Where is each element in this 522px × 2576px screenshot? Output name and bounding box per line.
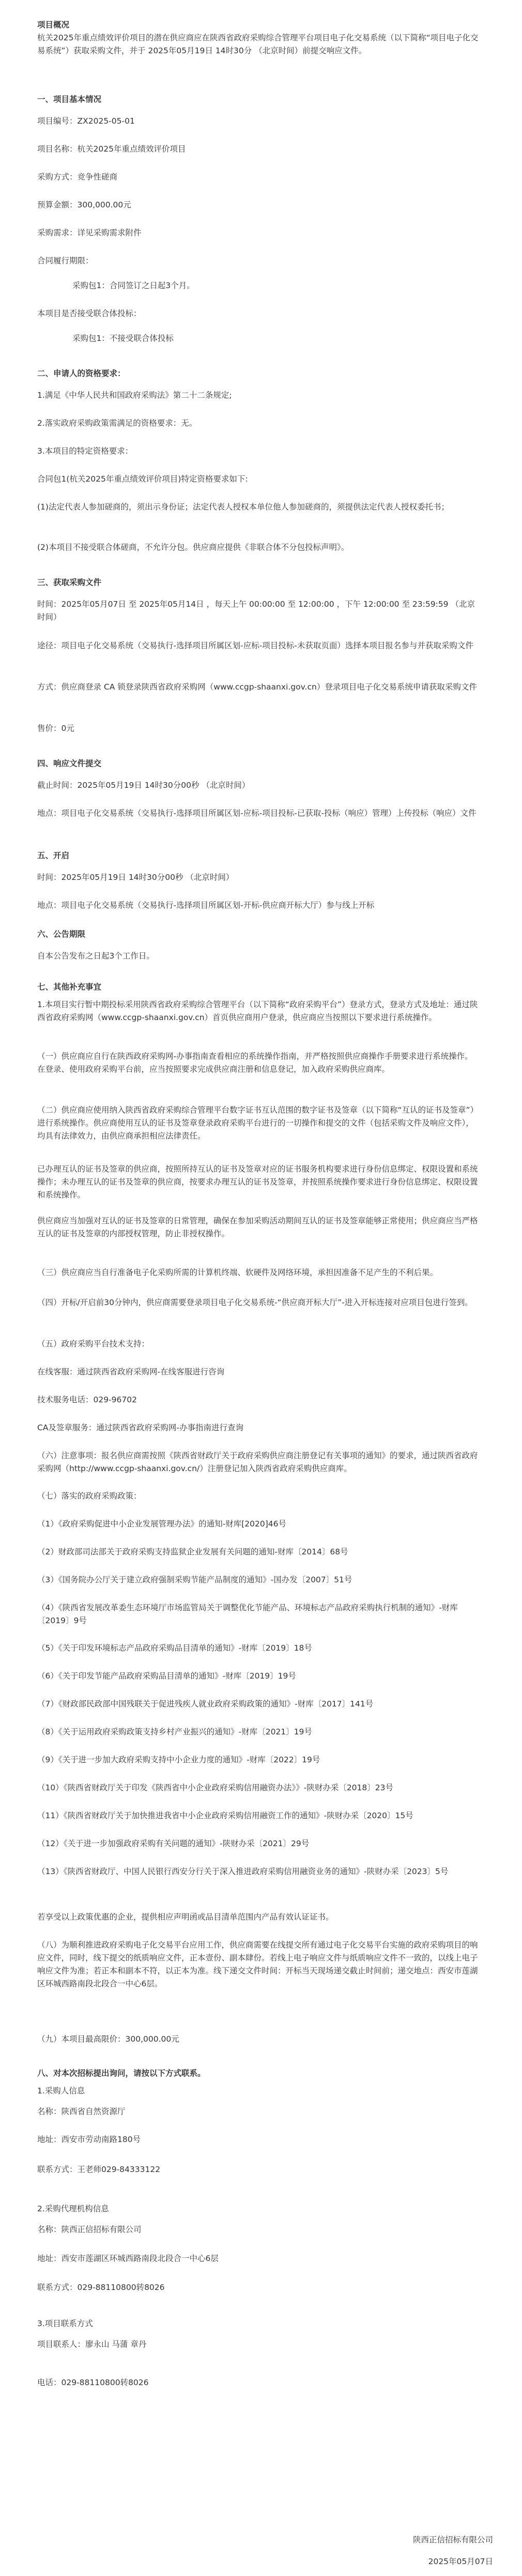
joint-bid-package: 采购包1：不接受联合体投标 [72, 334, 174, 343]
procurement-requirement: 采购需求：详见采购需求附件 [37, 228, 142, 237]
obtain-docs-route: 途径：项目电子化交易系统（交易执行-选择项目所属区划-应标-项目投标-未获取页面）选择本项目报名参与并获取采购文件 [37, 641, 473, 650]
obtain-docs-method: 方式：供应商登录 CA 锁登录陕西省政府采购网（www.ccgp-shaanxi.gov.cn）登录项目电子化交易系统申请获取采购文件 [37, 682, 477, 692]
policy-5: （5）《关于印发环境标志产品政府采购品目清单的通知》-财库〔2019〕18号 [37, 1643, 312, 1653]
supplement-item-2: （二）供应商应使用纳入陕西省政府采购综合管理平台数字证书互认范围的数字证书及签章（以下简称“互认的证书及签章”）进行系统操作。供应商使用互认的证书及签章登录政府采购平台进行的一切操作和提交的文件（包括采购文件及响应文件），均具有法律效力，由供应商承担相应法律责任。 [37, 1105, 479, 1141]
policy-4: （4）《陕西省发展改革委生态环境厅市场监管局关于调整优化节能产品、环境标志产品政府采购执行机制的通知》-财库〔2019〕9号 [37, 1603, 458, 1625]
section-7-title: 七、其他补充事宜 [37, 982, 102, 992]
policy-7: （7）《财政部民政部中国残联关于促进残疾人就业政府采购政策的通知》-财库〔2017〕141号 [37, 1699, 374, 1709]
agency-address: 地址：西安市莲湖区环城西路南段北段合一中心6层 [37, 2254, 219, 2263]
policy-12: （12）《关于进一步加强政府采购有关问题的通知》-陕财办采〔2021〕29号 [37, 1839, 310, 1848]
support-phone: 技术服务电话：029-96702 [37, 1395, 137, 1404]
submission-deadline: 截止时间：2025年05月19日 14时30分00秒 （北京时间） [37, 781, 250, 790]
notice-period: 自本公告发布之日起3个工作日。 [37, 951, 155, 961]
supplement-intro: 1.本项目实行暂中期投标采用陕西省政府采购综合管理平台（以下简称“政府采购平台”）登录方式，登录方式及地址：通过陕西省政府采购网（www.ccgp-shaanxi.gov.cn）首页供应商用户登录，供应商应当按照以下要求进行系统操作。 [37, 1000, 478, 1022]
signature-date: 2025年05月07日 [428, 2557, 493, 2566]
obtain-docs-price: 售价：0元 [37, 724, 74, 733]
agency-name: 名称：陕西正信招标有限公司 [37, 2225, 142, 2234]
overview-body: 杭关2025年重点绩效评价项目的潜在供应商应在陕西省政府采购综合管理平台项目电子化交易系统（以下简称“项目电子化交易系统”）获取采购文件，并于 2025年05月19日 14时30分 （北京时间）前提交响应文件。 [37, 33, 479, 55]
supplement-item-5: （五）政府采购平台技术支持： [37, 1339, 150, 1349]
obtain-docs-time: 时间：2025年05月07日 至 2025年05月14日 ，每天上午 00:00:00 至 12:00:00 ，下午 12:00:00 至 23:59:59 （北京时间） [37, 600, 475, 622]
contract-period-label: 合同履行期限： [37, 256, 94, 265]
section-4-title: 四、响应文件提交 [37, 759, 102, 768]
opening-time: 时间：2025年05月19日 14时30分00秒 （北京时间） [37, 873, 234, 882]
purchaser-title: 1.采购人信息 [37, 2086, 85, 2095]
supplement-item-8: （八）为顺利推进政府采购电子化交易平台应用工作，供应商需要在线提交所有通过电子化交易平台实施的政府采购项目的响应文件，同时，线下提交的纸质响应文件，正本壹份、副本肆份。若线上电子响应文件与纸质响应文件不一致的，以线上电子响应文件为准；若正本和副本不符，以正本为准。线下递交文件时间：开标当天现场递交截止时间前；递交地点：西安市莲湖区环城西路南段北段合一中心6层。 [37, 1940, 478, 1988]
supplement-item-7: （七）落实的政府采购政策： [37, 1491, 142, 1501]
opening-place: 地点：项目电子化交易系统（交易执行-选择项目所属区划-开标-供应商开标大厅）参与线上开标 [37, 901, 375, 910]
agency-title: 2.采购代理机构信息 [37, 2204, 109, 2213]
policy-6: （6）《关于印发节能产品政府采购品目清单的通知》-财库〔2019〕19号 [37, 1671, 296, 1681]
project-contact-title: 3.项目联系方式 [37, 2319, 93, 2328]
section-8-title: 八、对本次招标提出询问，请按以下方式联系。 [37, 2069, 206, 2078]
qualification-3-package: 合同包1(杭关2025年重点绩效评价项目)特定资格要求如下: [37, 474, 248, 484]
supplement-item-9: （九）本项目最高限价：300,000.00元 [37, 2034, 179, 2044]
supplement-item-2-cont-b: 供应商应当加强对互认的证书及签章的日常管理，确保在参加采购活动期间互认的证书及签章能够正常使用；供应商应当严格互认的证书及签章的内部授权管理，防止非授权操作。 [37, 1216, 478, 1238]
section-2-title: 二、申请人的资格要求： [37, 369, 126, 378]
purchaser-name: 名称：陕西省自然资源厅 [37, 2107, 126, 2116]
submission-place: 地点：项目电子化交易系统（交易执行-选择项目所属区划-应标-项目投标-已获取-投标（响应）管理）上传投标（响应）文件 [37, 808, 477, 818]
project-contact-phone: 电话：029-88110800转8026 [37, 2378, 149, 2387]
supplement-item-4: （四）开标/开启前30分钟内，供应商需要登录项目电子化交易系统-“供应商开标大厅”-进入开标连接对应项目包进行签到。 [37, 1298, 473, 1307]
section-6-title: 六、公告期限 [37, 930, 86, 939]
supplement-item-2-cont: 已办理互认的证书及签章的供应商，按照所持互认的证书及签章对应的证书服务机构要求进行身份信息绑定、权限设置和系统操作；未办理互认的证书及签章的供应商，按要求办理互认的证书及签章，并按照系统操作要求进行身份信息绑定、权限设置和系统操作。 [37, 1164, 478, 1200]
budget-amount: 预算金额：300,000.00元 [37, 200, 131, 209]
policy-note: 若享受以上政策优惠的企业，提供相应声明函或品目清单范围内产品有效认证证书。 [37, 1912, 334, 1922]
qualification-3: 3.本项目的特定资格要求： [37, 446, 133, 456]
purchaser-address: 地址：西安市劳动南路180号 [37, 2135, 141, 2144]
policy-1: （1）《政府采购促进中小企业发展管理办法》的通知-财库[2020]46号 [37, 1519, 286, 1529]
supplement-item-3: （三）供应商应当自行准备电子化采购所需的计算机终端、软硬件及网络环境，承担因准备不足产生的不利后果。 [37, 1268, 438, 1277]
policy-13: （13）《陕西省财政厅、中国人民银行西安分行关于深入推进政府采购信用融资业务的通知》-陕财办采〔2023〕5号 [37, 1867, 449, 1876]
policy-8: （8）《关于运用政府采购政策支持乡村产业振兴的通知》-财库〔2021〕19号 [37, 1727, 312, 1736]
supplement-item-6: （六）注意事项：报名供应商需按照《陕西省财政厅关于政府采购供应商注册登记有关事项的通知》的要求，通过陕西省政府采购网（http://www.ccgp-shaanxi.gov.cn/）注册登记加入陕西省政府采购供应商库。 [37, 1451, 478, 1473]
project-contact-person: 项目联系人：廖永山 马蒲 章丹 [37, 2340, 147, 2349]
policy-3: （3）《国务院办公厅关于建立政府强制采购节能产品制度的通知》-国办发〔2007〕51号 [37, 1575, 352, 1584]
purchaser-contact: 联系方式：王老师029-84333122 [37, 2165, 161, 2174]
project-number: 项目编号：ZX2025-05-01 [37, 116, 135, 126]
agency-contact: 联系方式：029-88110800转8026 [37, 2283, 165, 2292]
support-online: 在线客服：通过陕西省政府采购网-在线客服进行咨询 [37, 1367, 225, 1376]
signature-organization: 陕西正信招标有限公司 [412, 2535, 493, 2544]
section-1-title: 一、项目基本情况 [37, 95, 102, 104]
section-3-title: 三、获取采购文件 [37, 578, 102, 587]
qualification-3-item-1: (1)法定代表人参加磋商的，须出示身份证；法定代表人授权本单位他人参加磋商的，须提供法定代表人授权委托书； [37, 502, 449, 512]
qualification-2: 2.落实政府采购政策需满足的资格要求：无。 [37, 418, 197, 428]
policy-9: （9）《关于进一步加大政府采购支持中小企业力度的通知》-财库〔2022〕19号 [37, 1755, 320, 1764]
qualification-3-item-2: (2)本项目不接受联合体磋商，不允许分包。供应商应提供《非联合体不分包投标声明》。 [37, 543, 349, 552]
policy-11: （11）《陕西省财政厅关于加快推进我省中小企业政府采购信用融资工作的通知》-陕财办采〔2020〕15号 [37, 1811, 413, 1820]
procurement-method: 采购方式：竞争性磋商 [37, 172, 118, 182]
policy-2: （2）财政部司法部关于政府采购支持监狱企业发展有关问题的通知-财库〔2014〕68号 [37, 1547, 348, 1556]
section-5-title: 五、开启 [37, 851, 70, 860]
project-name: 项目名称：杭关2025年重点绩效评价项目 [37, 144, 186, 154]
supplement-item-1: （一）供应商应自行在陕西政府采购网-办事指南查看相应的系统操作指南，并严格按照供应商操作手册要求进行系统操作。在登录、使用政府采购平台前，应当按照要求完成供应商注册和信息登记，加入政府采购供应商库。 [37, 1052, 473, 1074]
support-ca: CA及签章服务：通过陕西省政府采购网-办事指南进行查询 [37, 1423, 244, 1432]
contract-period-package: 采购包1：合同签订之日起3个月。 [72, 281, 195, 290]
qualification-1: 1.满足《中华人民共和国政府采购法》第二十二条规定; [37, 391, 232, 400]
overview-title: 项目概况 [37, 20, 70, 29]
policy-10: （10）《陕西省财政厅关于印发《陕西省中小企业政府采购信用融资办法》》-陕财办采〔2018〕23号 [37, 1783, 393, 1792]
joint-bid-label: 本项目是否接受联合体投标： [37, 309, 142, 318]
